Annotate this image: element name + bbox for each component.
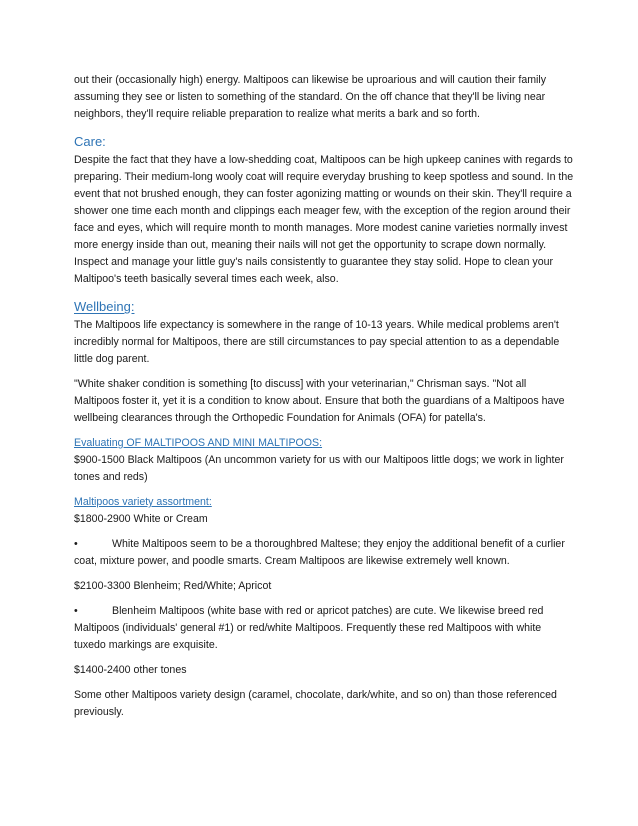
bullet-text: Blenheim Maltipoos (white base with red or apricot patches) are cute. We likewise breed red Maltipoos (individuals' general #1) or red/white Maltipoos. Frequently these red Maltipoos with white tuxedo markings are exquisite. — [74, 605, 544, 651]
bullet-white-maltipoos — [74, 536, 574, 570]
document-page — [74, 72, 574, 721]
price-blenheim: $2100-3300 Blenheim; Red/White; Apricot — [74, 580, 272, 592]
care-heading: Care: — [74, 134, 106, 149]
price-white-cream: $1800-2900 White or Cream — [74, 513, 208, 525]
intro-paragraph: out their (occasionally high) energy. Maltipoos can likewise be uproarious and will caution their family assuming they see or listen to something of the standard. On the off chance that they'll be living near neighbors, they'll require reliable preparation to realize what merits a bark and so forth. — [74, 74, 547, 120]
wellbeing-paragraph-1: The Maltipoos life expectancy is somewhere in the range of 10-13 years. While medical problems aren't incredibly normal for Maltipoos, there are still circumstances to pay special attention to as a dependable little dog parent. — [74, 319, 560, 365]
wellbeing-heading: Wellbeing: — [74, 299, 135, 314]
bullet-blenheim-maltipoos — [74, 603, 574, 654]
pricing-paragraph: $900-1500 Black Maltipoos (An uncommon variety for us with our Maltipoos little dogs; we work in lighter tones and reds) — [74, 454, 564, 483]
closing-paragraph: Some other Maltipoos variety design (caramel, chocolate, dark/white, and so on) than those referenced previously. — [74, 689, 557, 718]
wellbeing-paragraph-2: "White shaker condition is something [to discuss] with your veterinarian," Chrisman says. "Not all Maltipoos foster it, yet it is a condition to know about. Ensure that both the guardians of a Maltipoos have wellbeing clearances through the Orthopedic Foundation for Animals (OFA) for patella's. — [74, 378, 565, 424]
variety-heading: Maltipoos variety assortment: — [74, 496, 212, 508]
care-paragraph: Despite the fact that they have a low-shedding coat, Maltipoos can be high upkeep canines with regards to preparing. Their medium-long wooly coat will require everyday brushing to keep spotless and sound. In the event that not brushed enough, they can foster agonizing matting or wounds on their skin. They'll require a shower one time each month and clippings each meager few, with the exception of the region around their face and eyes, which will require month to month manages. More modest canine varieties normally invest more energy inside than out, meaning their nails will not get the opportunity to scrape down normally. Inspect and manage your little guy's nails consistently to guarantee they stay solid. Hope to clean your Maltipoo's teeth basically several times each week, also. — [74, 154, 574, 285]
bullet-mark: • — [74, 538, 78, 550]
price-other-tones: $1400-2400 other tones — [74, 664, 187, 676]
bullet-text: White Maltipoos seem to be a thoroughbred Maltese; they enjoy the additional benefit of a curlier coat, mixture power, and poodle smarts. Cream Maltipoos are likewise extremely well known. — [74, 538, 565, 567]
pricing-heading: Evaluating OF MALTIPOOS AND MINI MALTIPOOS: — [74, 437, 323, 449]
bullet-mark: • — [74, 605, 78, 617]
